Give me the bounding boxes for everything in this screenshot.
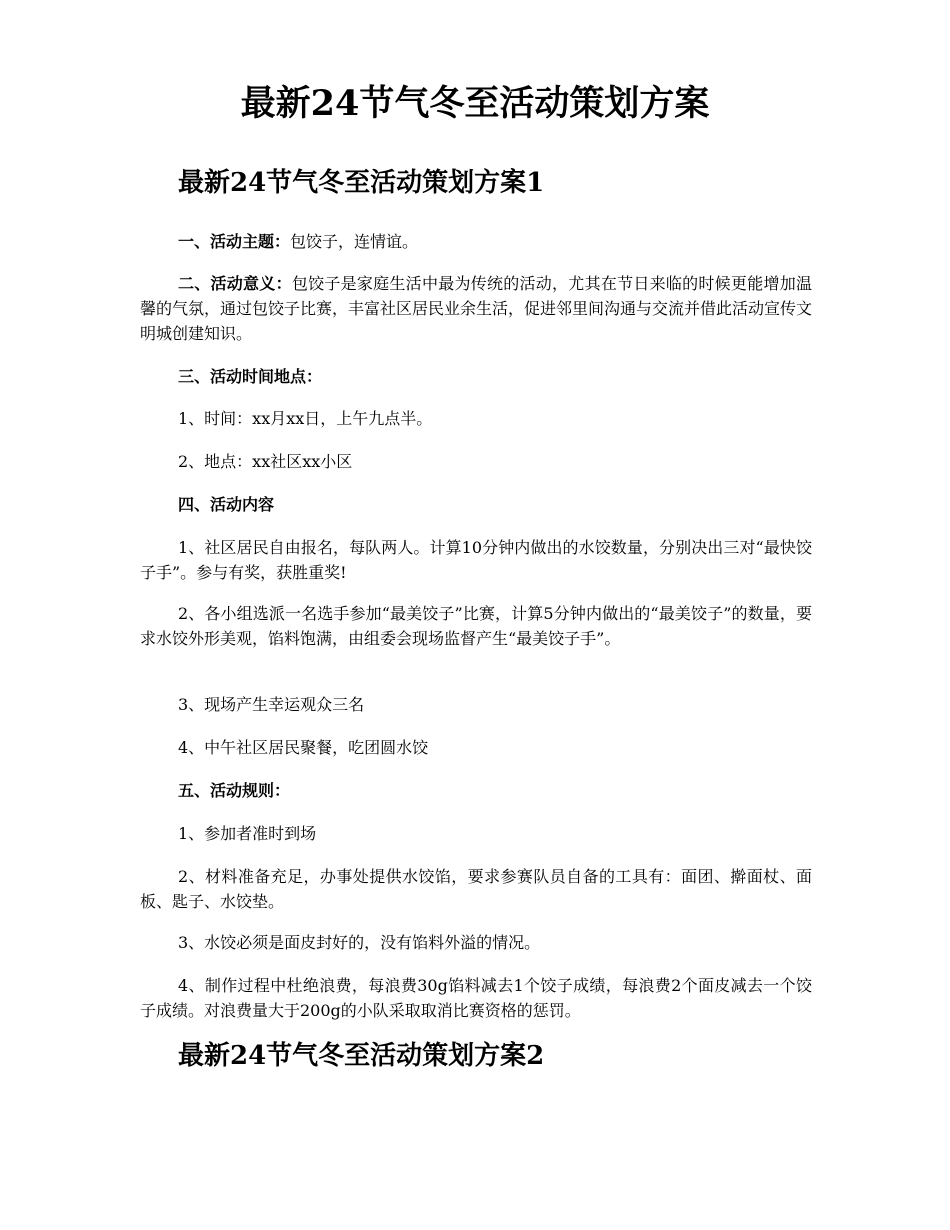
paragraph-label: 三、活动时间地点：	[178, 367, 323, 386]
paragraph-place: 2、地点：xx社区xx小区	[178, 452, 353, 471]
paragraph-content-3: 3、现场产生幸运观众三名	[178, 695, 365, 714]
paragraph-rule-1: 1、参加者准时到场	[178, 824, 317, 843]
paragraph-time-place-heading	[140, 364, 812, 389]
paragraph-text: 包饺子是家庭生活中最为传统的活动，尤其在节日来临的时候更能增加温馨的气氛，通过包饺子比赛，丰富社区居民业余生活，促进邻里间沟通与交流并借此活动宣传文明城创建知识。	[140, 274, 813, 343]
paragraph-label: 四、活动内容	[178, 495, 275, 514]
paragraph-label: 五、活动规则：	[178, 781, 291, 800]
paragraph-content-heading	[140, 492, 812, 517]
paragraph-rules-heading	[140, 778, 812, 803]
paragraph-rule-2: 2、材料准备充足，办事处提供水饺馅，要求参赛队员自备的工具有：面团、擀面杖、面板、匙子、水饺垫。	[140, 867, 812, 911]
paragraph-rule-3: 3、水饺必须是面皮封好的，没有馅料外溢的情况。	[178, 933, 541, 952]
paragraph-label: 二、活动意义：	[178, 274, 292, 293]
document-title: 最新24节气冬至活动策划方案	[240, 83, 710, 124]
paragraph-text: 包饺子，连情谊。	[290, 232, 419, 251]
paragraph-label: 一、活动主题：	[178, 232, 291, 251]
paragraph-activity-theme	[140, 229, 812, 254]
paragraph-content-2: 2、各小组选派一名选手参加“最美饺子”比赛，计算5分钟内做出的“最美饺子”的数量，要求水饺外形美观，馅料饱满，由组委会现场监督产生“最美饺子手”。	[140, 604, 812, 648]
paragraph-rule-4: 4、制作过程中杜绝浪费，每浪费30g馅料减去1个饺子成绩，每浪费2个面皮减去一个饺子成绩。对浪费量大于200g的小队采取取消比赛资格的惩罚。	[140, 976, 812, 1020]
paragraph-activity-significance	[140, 271, 812, 346]
paragraph-time: 1、时间：xx月xx日，上午九点半。	[178, 409, 433, 428]
paragraph-content-1: 1、社区居民自由报名，每队两人。计算10分钟内做出的水饺数量，分别决出三对“最快饺子手”。参与有奖，获胜重奖!	[140, 538, 812, 582]
section-heading-1: 最新24节气冬至活动策划方案1	[178, 168, 545, 198]
paragraph-content-4: 4、中午社区居民聚餐，吃团圆水饺	[178, 738, 429, 757]
section-heading-2: 最新24节气冬至活动策划方案2	[178, 1041, 545, 1071]
